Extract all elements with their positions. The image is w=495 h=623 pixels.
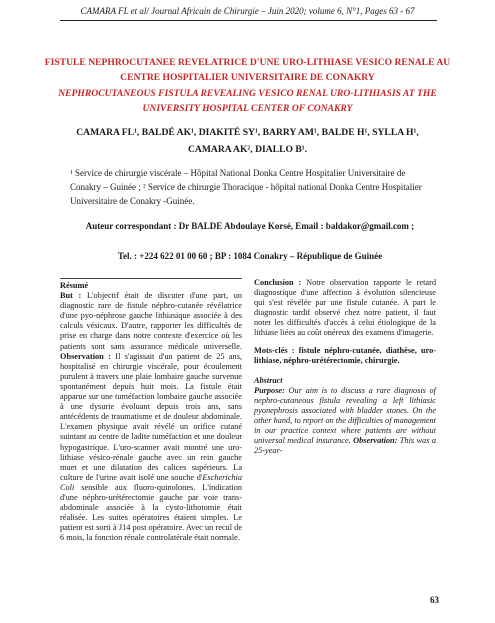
observation-label: Observation : — [60, 351, 111, 361]
affiliations-text: ¹ Service de chirurgie viscérale – Hôpital National Donka Centre Hospitalier Universitaire de Conakry – Guinée ; ² Service de chirurgie Thoracique - hôpital national Donka Centre Hospitalier Universitaire de Conakry -Guinée. — [70, 168, 422, 206]
observation-text-1: Il s'agissait d'un patient de 25 ans, hospitalisé en chirurgie viscérale, pour écoulement purulent à travers une plaie lombaire gauche survenue spontanément depuis huit mois. La fistule était apparue sur une tuméfaction lombaire gauche associée à une dysurie évoluant depuis trois ans, sans antécédents de traumatisme et de douleur abdominale. L'examen physique avait révélé un orifice cutané suintant au centre de ladite tuméfaction et une douleur hypogastrique. L'uro-scanner avait montré une uro-lithiase vésico-rénale gauche avec un rein gauche muet et une dilatation des calices supérieurs. La culture de l'urine avait isolé une souche d' — [60, 351, 242, 482]
but-label: But : — [60, 291, 82, 301]
observation-text-2: sensible aux fluoro-quinolones. L'indication d'une néphro-urétérectomie gauche par voie trans-abdominale associée à la cysto-lithotomie était réalisée. Les suites opératoires étaient simples. Le patient est sorti à J14 post opératoire. Avec un recul de 6 mois, la fonction rénale controlatérale était normale. — [60, 482, 242, 543]
keywords-label: Mots-clés : — [254, 345, 295, 355]
abstract-heading: Abstract — [254, 375, 283, 385]
resume-box — [60, 278, 242, 543]
resume-body — [60, 291, 242, 543]
but-text: L'objectif était de discuter d'une part, un diagnostic rare de fistule néphro-cutanée révélatrice d'une pyo-néphrose gauche lithiasique associée à des calculs vésicaux. D'autre, rapporter les difficultés de prise en charge dans notre contexte d'exercice où les patients sont sans assurance médicale universelle. — [60, 291, 242, 351]
keywords — [254, 346, 436, 366]
running-head: CAMARA FL et al/ Journal Africain de Chirurgie – Juin 2020; volume 6, N°1, Pages 63 - 67 — [80, 6, 415, 16]
corresponding-author: Auteur correspondant : Dr BALDE Abdoulaye Korsé, Email : baldakor@gmail.com ; — [85, 221, 415, 231]
page-number: 63 — [430, 595, 439, 605]
purpose-text: Our aim is to discuss a rare diagnosis of nephro-cutaneous fistula revealing a left lithiasic pyonephrosis associated with bladder stones. On the other hand, to report on the difficulties of management in our practice context where patients are without universal medical insurance. — [254, 385, 436, 446]
abstract-observation-label: Observation: — [350, 436, 398, 446]
purpose-label: Purpose: — [254, 385, 285, 395]
conclusion-text: Notre observation rapporte le retard diagnostique d'une affection à évolution silencieuse qui s'est révélée par une fistule cutanée. A part le diagnostic tardif observé chez notre patient, il faut noter les difficultés d'accès à celui étiologique de la lithiase liées au coût onéreux des examens d'imagerie. — [254, 278, 436, 338]
left-column — [60, 278, 242, 543]
conclusion-paragraph — [254, 278, 436, 339]
contact-info: Tel. : +224 622 01 00 60 ; BP : 1084 Conakry – République de Guinée — [117, 251, 383, 261]
author-list: CAMARA FL¹, BALDÉ AK¹, DIAKITÉ SY¹, BARRY AM¹, BALDE H¹, SYLLA H¹, CAMARA AK², DIALLO B¹. — [76, 127, 419, 155]
resume-heading: Résumé — [60, 281, 89, 290]
title-english: NEPHROCUTANEOUS FISTULA REVEALING VESICO RENAL URO-LITHIASIS AT THE UNIVERSITY HOSPITAL CENTER OF CONAKRY — [58, 88, 437, 114]
title-french: FISTULE NEPHROCUTANEE REVELATRICE D'UNE URO-LITHIASE VESICO RENALE AU CENTRE HOSPITALIER UNIVERSITAIRE DE CONAKRY — [44, 57, 451, 83]
abstract-body — [254, 386, 436, 457]
keywords-text: fistule néphro-cutanée, diathèse, uro-lithiase, néphro-urétérectomie, chirurgie. — [254, 345, 436, 365]
right-column — [254, 278, 436, 457]
organism-name: Escherichia Coli — [60, 472, 242, 492]
affiliations — [70, 166, 430, 208]
abstract-observation-text: This was a 25-year- — [254, 436, 436, 456]
header-rule — [60, 20, 437, 21]
conclusion-label: Conclusion : — [254, 278, 302, 287]
